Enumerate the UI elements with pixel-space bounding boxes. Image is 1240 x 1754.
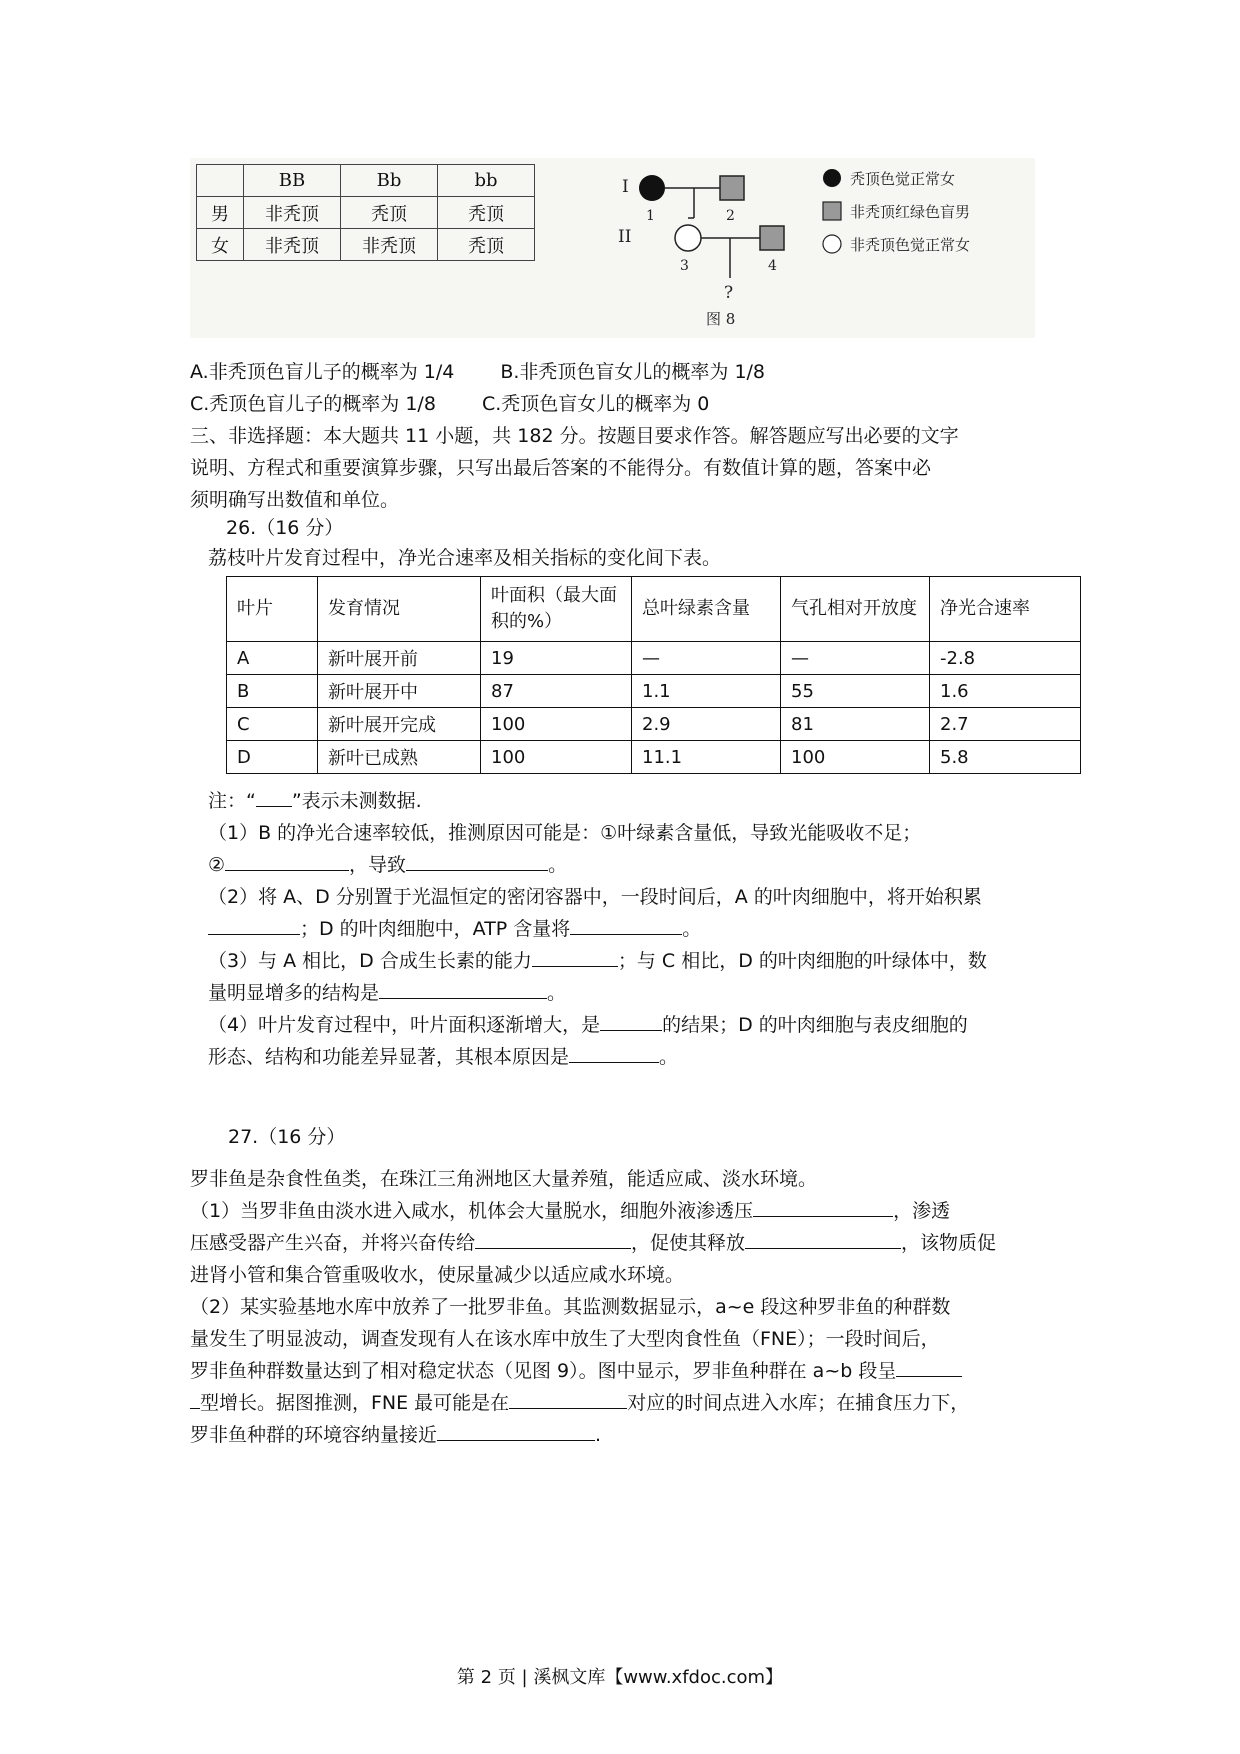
table-cell: 新叶展开前 xyxy=(318,642,481,675)
table-note xyxy=(208,786,422,817)
q27-part1-line1 xyxy=(190,1196,950,1227)
q27-part1-line3: 进肾小管和集合管重吸收水，使尿量减少以适应咸水环境。 xyxy=(190,1264,685,1286)
table-cell: 81 xyxy=(781,708,930,741)
table-cell: 100 xyxy=(481,741,632,774)
answer-blank[interactable] xyxy=(509,1388,627,1409)
text-fragment: 罗非鱼种群数量达到了相对稳定状态（见图 9）。图中显示，罗非鱼种群在 a~b 段呈 xyxy=(190,1360,897,1382)
option-d: C.秃顶色盲女儿的概率为 0 xyxy=(481,393,710,415)
text-fragment: 对应的时间点进入水库；在捕食压力下， xyxy=(627,1392,970,1414)
text-fragment: 。 xyxy=(659,1046,679,1068)
q26-part3-line1 xyxy=(208,946,987,977)
table-cell: Bb xyxy=(341,165,438,197)
open-circle-icon xyxy=(675,225,701,251)
text-fragment: ，导致 xyxy=(349,854,407,876)
text-fragment: 型增长。据图推测，FNE 最可能是在 xyxy=(200,1392,510,1414)
option-line xyxy=(190,357,765,388)
question-intro: 罗非鱼是杂食性鱼类，在珠江三角洲地区大量养殖，能适应咸、淡水环境。 xyxy=(190,1168,818,1190)
text-fragment: 形态、结构和功能差异显著，其根本原因是 xyxy=(208,1046,570,1068)
text-fragment: ② xyxy=(208,854,226,876)
q26-part4-line1 xyxy=(208,1010,968,1041)
table-cell: 5.8 xyxy=(930,741,1081,774)
q26-part1-line2 xyxy=(208,850,567,881)
q27-part2-line2: 量发生了明显波动，调查发现有人在该水库中放生了大型肉食性鱼（FNE）；一段时间后， xyxy=(190,1328,940,1350)
open-circle-icon xyxy=(823,235,841,253)
table-header: 叶面积（最大面积的%） xyxy=(481,577,632,642)
table-header: 净光合速率 xyxy=(930,577,1081,642)
answer-blank[interactable] xyxy=(896,1356,962,1377)
text-fragment: ；与 C 相比，D 的叶肉细胞的叶绿体中，数 xyxy=(617,950,987,972)
table-cell: 新叶展开完成 xyxy=(318,708,481,741)
answer-blank[interactable] xyxy=(406,850,548,871)
table-cell: 1.6 xyxy=(930,675,1081,708)
option-line xyxy=(190,389,709,420)
hatched-square-icon xyxy=(720,176,744,200)
table-cell: 新叶已成熟 xyxy=(318,741,481,774)
table-cell: 非秃顶 xyxy=(244,197,341,229)
answer-blank[interactable] xyxy=(190,1388,200,1409)
unknown-child: ? xyxy=(724,283,734,303)
table-row xyxy=(227,708,1081,741)
text-fragment: 罗非鱼种群的环境容纳量接近 xyxy=(190,1424,438,1446)
filled-circle-icon xyxy=(639,175,665,201)
table-cell: 19 xyxy=(481,642,632,675)
table-header-row xyxy=(227,577,1081,642)
answer-blank[interactable] xyxy=(225,850,349,871)
option-a: A.非秃顶色盲儿子的概率为 1/4 xyxy=(190,361,455,383)
table-row xyxy=(197,229,535,261)
individual-number: 1 xyxy=(646,208,655,224)
table-cell: 100 xyxy=(781,741,930,774)
q26-part4-line2 xyxy=(208,1042,678,1073)
figure-caption: 图 8 xyxy=(706,310,736,328)
answer-blank[interactable] xyxy=(379,978,547,999)
page-footer: 第 2 页 | 溪枫文库【www.xfdoc.com】 xyxy=(456,1667,784,1688)
table-row xyxy=(227,642,1081,675)
section-text: 须明确写出数值和单位。 xyxy=(190,489,400,511)
individual-number: 4 xyxy=(768,258,777,274)
individual-number: 2 xyxy=(726,208,735,224)
genotype-phenotype-table xyxy=(196,164,535,261)
table-cell: BB xyxy=(244,165,341,197)
text-fragment: 。 xyxy=(547,982,567,1004)
answer-blank[interactable] xyxy=(600,1010,662,1031)
q27-part1-line2 xyxy=(190,1228,996,1259)
text-fragment: 的结果；D 的叶肉细胞与表皮细胞的 xyxy=(662,1014,968,1036)
q27-part2-line4 xyxy=(190,1388,969,1419)
table-cell: 秃顶 xyxy=(438,229,535,261)
text-fragment: （3）与 A 相比，D 合成生长素的能力 xyxy=(208,950,532,972)
text-fragment: 量明显增多的结构是 xyxy=(208,982,380,1004)
leaf-data-table xyxy=(226,576,1081,774)
table-cell: 秃顶 xyxy=(438,197,535,229)
answer-blank[interactable] xyxy=(437,1420,595,1441)
table-cell: bb xyxy=(438,165,535,197)
text-fragment: 。 xyxy=(682,918,702,940)
legend-text: 非秃顶红绿色盲男 xyxy=(850,203,971,221)
table-cell: -2.8 xyxy=(930,642,1081,675)
table-header: 发育情况 xyxy=(318,577,481,642)
hatched-square-icon xyxy=(760,226,784,250)
section-text: 三、非选择题：本大题共 11 小题，共 182 分。按题目要求作答。解答题应写出必要的文字 xyxy=(190,425,959,447)
hatched-square-icon xyxy=(823,202,841,220)
table-header-row xyxy=(197,165,535,197)
q26-part3-line2 xyxy=(208,978,566,1009)
individual-number: 3 xyxy=(680,258,689,274)
answer-blank[interactable] xyxy=(570,914,682,935)
note-text: ”表示未测数据. xyxy=(291,790,422,812)
table-cell: 100 xyxy=(481,708,632,741)
table-cell: 非秃顶 xyxy=(341,229,438,261)
table-header: 气孔相对开放度 xyxy=(781,577,930,642)
text-fragment: （4）叶片发育过程中，叶片面积逐渐增大，是 xyxy=(208,1014,601,1036)
figure-8 xyxy=(190,158,1035,338)
q26-part2-line2 xyxy=(208,914,701,945)
legend-text: 非秃顶色觉正常女 xyxy=(850,236,971,254)
answer-blank[interactable] xyxy=(745,1228,901,1249)
text-fragment: . xyxy=(595,1424,602,1446)
table-cell: B xyxy=(227,675,318,708)
table-header: 叶片 xyxy=(227,577,318,642)
answer-blank[interactable] xyxy=(753,1196,893,1217)
q26-part1-line1: （1）B 的净光合速率较低，推测原因可能是：①叶绿素含量低，导致光能吸收不足； xyxy=(208,822,922,844)
text-fragment: 压感受器产生兴奋，并将兴奋传给 xyxy=(190,1232,476,1254)
table-cell: D xyxy=(227,741,318,774)
table-cell: C xyxy=(227,708,318,741)
table-cell: 11.1 xyxy=(632,741,781,774)
table-cell: 87 xyxy=(481,675,632,708)
answer-blank[interactable] xyxy=(532,946,618,967)
table-cell: 非秃顶 xyxy=(244,229,341,261)
question-intro: 荔枝叶片发育过程中，净光合速率及相关指标的变化间下表。 xyxy=(208,547,722,569)
text-fragment: ；D 的叶肉细胞中，ATP 含量将 xyxy=(300,918,571,940)
generation-label-2: II xyxy=(618,227,632,247)
text-fragment: ，渗透 xyxy=(893,1200,951,1222)
table-cell: A xyxy=(227,642,318,675)
q27-part2-line5 xyxy=(190,1420,601,1451)
answer-blank[interactable] xyxy=(569,1042,659,1063)
question-heading: 27.（16 分） xyxy=(228,1126,346,1148)
table-cell: 男 xyxy=(197,197,244,229)
note-text: 注：“ xyxy=(208,790,256,812)
question-heading: 26.（16 分） xyxy=(226,517,344,539)
table-cell: 新叶展开中 xyxy=(318,675,481,708)
generation-label-1: I xyxy=(622,177,629,197)
table-header: 总叶绿素含量 xyxy=(632,577,781,642)
section-text: 说明、方程式和重要演算步骤，只写出最后答案的不能得分。有数值计算的题，答案中必 xyxy=(190,457,932,479)
table-cell: 2.7 xyxy=(930,708,1081,741)
table-cell: 秃顶 xyxy=(341,197,438,229)
table-cell: 女 xyxy=(197,229,244,261)
table-cell xyxy=(197,165,244,197)
answer-blank[interactable] xyxy=(475,1228,631,1249)
option-b: B.非秃顶色盲女儿的概率为 1/8 xyxy=(500,361,766,383)
table-cell: — xyxy=(781,642,930,675)
q26-part2-line1: （2）将 A、D 分别置于光温恒定的密闭容器中，一段时间后，A 的叶肉细胞中，将开始积累 xyxy=(208,886,982,908)
option-c: C.秃顶色盲儿子的概率为 1/8 xyxy=(190,393,436,415)
text-fragment: ，促使其释放 xyxy=(631,1232,746,1254)
note-blank xyxy=(256,786,292,807)
table-row xyxy=(227,675,1081,708)
text-fragment: （1）当罗非鱼由淡水进入咸水，机体会大量脱水，细胞外液渗透压 xyxy=(190,1200,754,1222)
text-fragment: ，该物质促 xyxy=(901,1232,997,1254)
table-cell: 55 xyxy=(781,675,930,708)
pedigree-chart xyxy=(610,158,1035,338)
text-fragment: 。 xyxy=(548,854,568,876)
table-row xyxy=(227,741,1081,774)
answer-blank[interactable] xyxy=(208,914,300,935)
table-cell: 1.1 xyxy=(632,675,781,708)
table-row xyxy=(197,197,535,229)
q27-part2-line1: （2）某实验基地水库中放养了一批罗非鱼。其监测数据显示，a~e 段这种罗非鱼的种群数 xyxy=(190,1296,951,1318)
legend-text: 秃顶色觉正常女 xyxy=(850,170,956,188)
table-cell: 2.9 xyxy=(632,708,781,741)
table-cell: — xyxy=(632,642,781,675)
filled-circle-icon xyxy=(823,169,841,187)
q27-part2-line3 xyxy=(190,1356,962,1387)
